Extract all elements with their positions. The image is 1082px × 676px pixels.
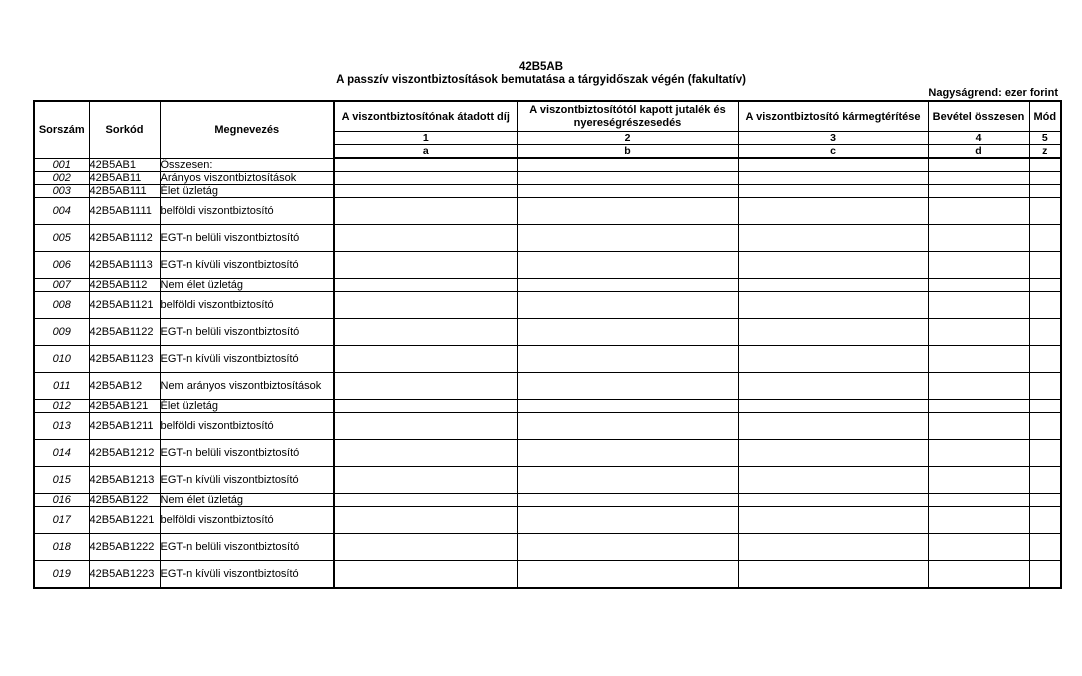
col-header-atadott-dij: A viszontbiztosítónak átadott díj — [334, 101, 517, 132]
data-cell[interactable] — [517, 172, 738, 185]
row-code: 42B5AB1212 — [89, 440, 160, 467]
table-row — [34, 373, 1061, 400]
data-cell[interactable] — [1029, 292, 1061, 319]
row-number: 001 — [34, 158, 89, 172]
row-name: EGT-n belüli viszontbiztosító — [160, 319, 334, 346]
data-cell[interactable] — [738, 534, 928, 561]
row-code: 42B5AB1122 — [89, 319, 160, 346]
row-name: Nem arányos viszontbiztosítások — [160, 373, 334, 400]
data-cell[interactable] — [738, 440, 928, 467]
col-header-megnevezes: Megnevezés — [160, 101, 334, 158]
data-cell[interactable] — [517, 292, 738, 319]
data-cell[interactable] — [928, 507, 1029, 534]
data-cell[interactable] — [1029, 561, 1061, 589]
data-cell[interactable] — [517, 225, 738, 252]
data-cell[interactable] — [334, 346, 517, 373]
col-number: 5 — [1029, 132, 1061, 145]
row-code: 42B5AB122 — [89, 494, 160, 507]
row-code: 42B5AB1 — [89, 158, 160, 172]
col-letter: b — [517, 145, 738, 159]
col-letter: a — [334, 145, 517, 159]
row-name: EGT-n belüli viszontbiztosító — [160, 534, 334, 561]
col-number: 4 — [928, 132, 1029, 145]
data-cell[interactable] — [928, 158, 1029, 172]
data-cell[interactable] — [1029, 279, 1061, 292]
row-number: 005 — [34, 225, 89, 252]
data-cell[interactable] — [928, 373, 1029, 400]
data-cell[interactable] — [517, 319, 738, 346]
col-header-sorkod: Sorkód — [89, 101, 160, 158]
row-number: 016 — [34, 494, 89, 507]
table-row — [34, 185, 1061, 198]
data-cell[interactable] — [517, 561, 738, 589]
row-name: belföldi viszontbiztosító — [160, 507, 334, 534]
row-number: 017 — [34, 507, 89, 534]
table-row — [34, 507, 1061, 534]
data-cell[interactable] — [928, 494, 1029, 507]
row-name: EGT-n kívüli viszontbiztosító — [160, 467, 334, 494]
row-code: 42B5AB1123 — [89, 346, 160, 373]
row-number: 013 — [34, 413, 89, 440]
row-number: 003 — [34, 185, 89, 198]
row-code: 42B5AB11 — [89, 172, 160, 185]
data-cell[interactable] — [517, 534, 738, 561]
data-cell[interactable] — [928, 534, 1029, 561]
table-row — [34, 440, 1061, 467]
table-row — [34, 225, 1061, 252]
data-cell[interactable] — [334, 534, 517, 561]
data-cell[interactable] — [1029, 507, 1061, 534]
data-cell[interactable] — [1029, 413, 1061, 440]
data-cell[interactable] — [517, 494, 738, 507]
data-cell[interactable] — [334, 467, 517, 494]
data-cell[interactable] — [928, 252, 1029, 279]
data-cell[interactable] — [1029, 373, 1061, 400]
row-number: 007 — [34, 279, 89, 292]
table-row — [34, 252, 1061, 279]
table-row — [34, 172, 1061, 185]
row-name: EGT-n kívüli viszontbiztosító — [160, 252, 334, 279]
row-code: 42B5AB1113 — [89, 252, 160, 279]
data-cell[interactable] — [738, 373, 928, 400]
data-cell[interactable] — [738, 400, 928, 413]
row-code: 42B5AB1112 — [89, 225, 160, 252]
table-row — [34, 319, 1061, 346]
form-code: 42B5AB — [518, 61, 564, 73]
row-code: 42B5AB1211 — [89, 413, 160, 440]
row-code: 42B5AB12 — [89, 373, 160, 400]
row-code: 42B5AB111 — [89, 185, 160, 198]
row-code: 42B5AB1221 — [89, 507, 160, 534]
table-row — [34, 346, 1061, 373]
row-code: 42B5AB1213 — [89, 467, 160, 494]
data-cell[interactable] — [1029, 198, 1061, 225]
data-cell[interactable] — [334, 400, 517, 413]
data-cell[interactable] — [517, 467, 738, 494]
row-name: belföldi viszontbiztosító — [160, 292, 334, 319]
data-cell[interactable] — [517, 440, 738, 467]
unit-note: Nagyságrend: ezer forint — [928, 87, 1058, 99]
data-cell[interactable] — [738, 198, 928, 225]
data-cell[interactable] — [738, 279, 928, 292]
row-number: 019 — [34, 561, 89, 589]
data-cell[interactable] — [928, 413, 1029, 440]
row-number: 008 — [34, 292, 89, 319]
row-number: 009 — [34, 319, 89, 346]
data-cell[interactable] — [928, 400, 1029, 413]
col-header-mod: Mód — [1029, 101, 1061, 132]
data-cell[interactable] — [334, 440, 517, 467]
data-cell[interactable] — [517, 185, 738, 198]
data-cell[interactable] — [334, 185, 517, 198]
row-name: belföldi viszontbiztosító — [160, 413, 334, 440]
table-row — [34, 198, 1061, 225]
col-number: 3 — [738, 132, 928, 145]
col-header-sorszam: Sorszám — [34, 101, 89, 158]
data-cell[interactable] — [928, 225, 1029, 252]
table-row — [34, 467, 1061, 494]
col-header-bevetel: Bevétel összesen — [928, 101, 1029, 132]
data-cell[interactable] — [928, 467, 1029, 494]
row-number: 015 — [34, 467, 89, 494]
row-code: 42B5AB1223 — [89, 561, 160, 589]
data-cell[interactable] — [334, 252, 517, 279]
row-name: Nem élet üzletág — [160, 279, 334, 292]
data-cell[interactable] — [1029, 252, 1061, 279]
data-cell[interactable] — [1029, 467, 1061, 494]
col-letter: d — [928, 145, 1029, 159]
row-number: 018 — [34, 534, 89, 561]
row-number: 011 — [34, 373, 89, 400]
table-row — [34, 534, 1061, 561]
data-cell[interactable] — [334, 198, 517, 225]
data-cell[interactable] — [738, 252, 928, 279]
row-name: EGT-n belüli viszontbiztosító — [160, 440, 334, 467]
data-cell[interactable] — [517, 373, 738, 400]
row-name: EGT-n kívüli viszontbiztosító — [160, 346, 334, 373]
row-code: 42B5AB1222 — [89, 534, 160, 561]
col-letter: z — [1029, 145, 1061, 159]
table-row — [34, 292, 1061, 319]
data-cell[interactable] — [738, 561, 928, 589]
data-cell[interactable] — [738, 413, 928, 440]
data-cell[interactable] — [738, 185, 928, 198]
data-cell[interactable] — [738, 292, 928, 319]
row-name: belföldi viszontbiztosító — [160, 198, 334, 225]
row-code: 42B5AB1111 — [89, 198, 160, 225]
data-cell[interactable] — [738, 319, 928, 346]
data-cell[interactable] — [738, 172, 928, 185]
data-cell[interactable] — [738, 158, 928, 172]
data-cell[interactable] — [334, 279, 517, 292]
data-cell[interactable] — [1029, 534, 1061, 561]
col-number: 2 — [517, 132, 738, 145]
row-code: 42B5AB1121 — [89, 292, 160, 319]
data-cell[interactable] — [928, 440, 1029, 467]
data-cell[interactable] — [1029, 185, 1061, 198]
data-cell[interactable] — [738, 346, 928, 373]
data-cell[interactable] — [1029, 400, 1061, 413]
table-row — [34, 413, 1061, 440]
data-cell[interactable] — [928, 319, 1029, 346]
row-number: 010 — [34, 346, 89, 373]
data-cell[interactable] — [1029, 346, 1061, 373]
col-header-jutalek: A viszontbiztosítótól kapott jutalék és nyereségrészesedés — [517, 101, 738, 132]
col-number: 1 — [334, 132, 517, 145]
data-cell[interactable] — [517, 400, 738, 413]
row-number: 006 — [34, 252, 89, 279]
table-row — [34, 279, 1061, 292]
data-cell[interactable] — [1029, 494, 1061, 507]
data-cell[interactable] — [517, 158, 738, 172]
data-cell[interactable] — [517, 279, 738, 292]
row-number: 004 — [34, 198, 89, 225]
row-name: EGT-n belüli viszontbiztosító — [160, 225, 334, 252]
data-cell[interactable] — [517, 413, 738, 440]
data-cell[interactable] — [928, 172, 1029, 185]
data-cell[interactable] — [334, 494, 517, 507]
data-cell[interactable] — [1029, 319, 1061, 346]
data-cell[interactable] — [517, 198, 738, 225]
title-block — [0, 61, 1082, 87]
data-cell[interactable] — [334, 225, 517, 252]
data-cell[interactable] — [334, 319, 517, 346]
data-cell[interactable] — [517, 507, 738, 534]
data-cell[interactable] — [1029, 172, 1061, 185]
data-cell[interactable] — [738, 467, 928, 494]
row-name: Nem élet üzletág — [160, 494, 334, 507]
data-cell[interactable] — [334, 373, 517, 400]
row-name: Arányos viszontbiztosítások — [160, 172, 334, 185]
data-cell[interactable] — [928, 198, 1029, 225]
data-cell[interactable] — [517, 346, 738, 373]
data-cell[interactable] — [928, 185, 1029, 198]
row-name: Élet üzletág — [160, 185, 334, 198]
row-code: 42B5AB121 — [89, 400, 160, 413]
col-letter: c — [738, 145, 928, 159]
data-cell[interactable] — [334, 172, 517, 185]
row-number: 012 — [34, 400, 89, 413]
data-cell[interactable] — [738, 494, 928, 507]
row-name: Összesen: — [160, 158, 334, 172]
data-cell[interactable] — [738, 225, 928, 252]
data-cell[interactable] — [1029, 225, 1061, 252]
table-row — [34, 400, 1061, 413]
data-cell[interactable] — [928, 346, 1029, 373]
data-cell[interactable] — [928, 561, 1029, 589]
form-title: A passzív viszontbiztosítások bemutatása a tárgyidőszak végén (fakultatív) — [336, 74, 746, 86]
row-name: EGT-n kívüli viszontbiztosító — [160, 561, 334, 589]
data-cell[interactable] — [334, 561, 517, 589]
col-header-karmegterites: A viszontbiztosító kármegtérítése — [738, 101, 928, 132]
row-number: 014 — [34, 440, 89, 467]
table-row — [34, 494, 1061, 507]
data-cell[interactable] — [928, 279, 1029, 292]
data-cell[interactable] — [517, 252, 738, 279]
data-cell[interactable] — [738, 507, 928, 534]
data-cell[interactable] — [334, 507, 517, 534]
data-cell[interactable] — [334, 292, 517, 319]
data-cell[interactable] — [334, 158, 517, 172]
data-cell[interactable] — [928, 292, 1029, 319]
row-code: 42B5AB112 — [89, 279, 160, 292]
table-row — [34, 158, 1061, 172]
row-name: Élet üzletág — [160, 400, 334, 413]
data-cell[interactable] — [334, 413, 517, 440]
row-number: 002 — [34, 172, 89, 185]
data-cell[interactable] — [1029, 440, 1061, 467]
data-cell[interactable] — [1029, 158, 1061, 172]
report-table — [33, 100, 1062, 589]
table-row — [34, 561, 1061, 589]
